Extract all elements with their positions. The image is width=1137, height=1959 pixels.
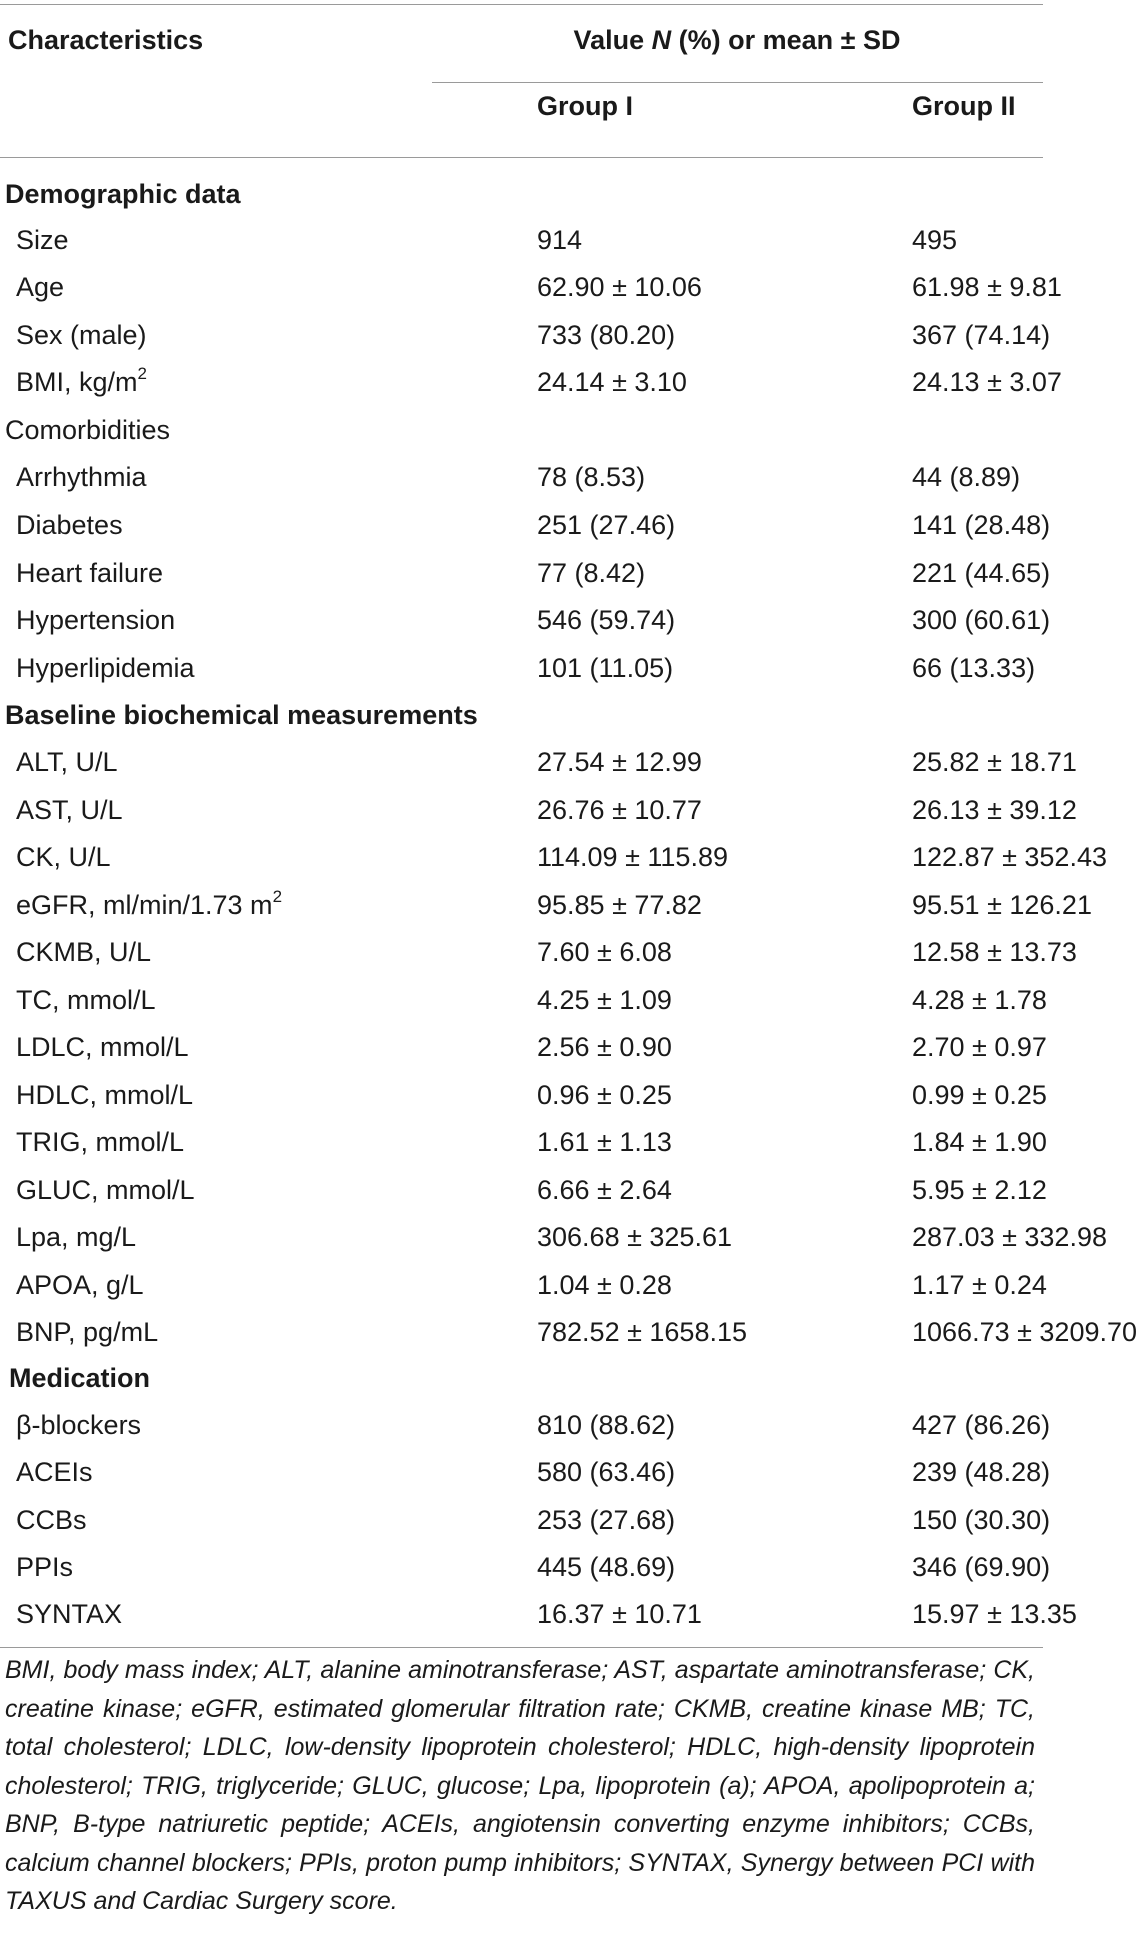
row-label: Size	[16, 225, 69, 255]
row-label: LDLC, mmol/L	[16, 1032, 189, 1062]
row-label: BNP, pg/mL	[16, 1317, 159, 1347]
row-label	[16, 365, 147, 399]
value-header-prefix: Value	[573, 25, 652, 55]
section-baseline: Baseline biochemical measurements	[5, 700, 478, 730]
value-header-suffix: (%) or mean ± SD	[671, 25, 901, 55]
row-label: CKMB, U/L	[16, 937, 152, 967]
row-label: TRIG, mmol/L	[16, 1127, 185, 1157]
row-label: TC, mmol/L	[16, 985, 156, 1015]
row-label: SYNTAX	[16, 1599, 123, 1629]
table-document: Characteristics Value N (%) or mean ± SD Group I Group II Demographic data Size 914 495 Age 62.90 ± 10.06 61.98 ± 9.81 Sex (male) 733 (80.20) 367 (74.14) BMI, $kg/m^2$ 24.14 ± 3.10 24.13 ± 3.07 Comorbidities Arrhythmia 78 (8.53) 44 (8.89) Diabetes 251 (27.46) 141 (28.48) Heart failure 77 (8.42) 221 (44.65) Hypertension 546 (59.74) 300 (60.61) Hyperlipidemia 101 (11.05) 66 (13.33) Baseline biochemical measurements ALT, U/L 27.54 ± 12.99 25.82 ± 18.71 AST, U/L 26.76 ± 10.77 26.13 ± 39.12 CK, U/L 114.09 ± 115.89 122.87 ± 352.43 eGFR, ml/min/1.73 $m^2$ 95.85 ± 77.82 95.51 ± 126.21 CKMB, U/L 7.60 ± 6.08 12.58 ± 13.73 TC, mmol/L 4.25 ± 1.09 4.28 ± 1.78 LDLC, mmol/L 2.56 ± 0.90 2.70 ± 0.97 HDLC, mmol/L 0.96 ± 0.25 0.99 ± 0.25 TRIG, mmol/L 1.61 ± 1.13 1.84 ± 1.90 GLUC, mmol/L 6.66 ± 2.64 5.95 ± 2.12 Lpa, mg/L 306.68 ± 325.61 287.03 ± 332.98 APOA, g/L 1.04 ± 0.28 1.17 ± 0.24 BNP, pg/mL 782.52 ± 1658.15 1066.73 ± 3209.70 Medication β-blockers 810 (88.62) 427 (86.26) ACEIs 580 (63.46) 239 (48.28) CCBs 253 (27.68) 150 (30.30) PPIs 445 (48.69) 346 (69.90) SYNTAX 16.37 ± 10.71 15.97 ± 13.35 BMI, body mass index; ALT, alanine aminotransferase; AST, aspartate aminotransferase; CK, creatine kinase; eGFR, estimated glomerular filtration rate; CKMB, creatine kinase MB; TC, total cholesterol; LDLC, low-density lipoprotein cholesterol; HDLC, high-density lipoprotein cholesterol; TRIG, triglyceride; GLUC, glucose; Lpa, lipoprotein (a); APOA, apolipoprotein a; BNP, B-type natriuretic peptide; ACEIs, angiotensin converting enzyme inhibitors; CCBs, calcium channel blockers; PPIs, proton pump inhibitors; SYNTAX, Synergy between PCI with TAXUS and Cardiac Surgery score.	[0, 0, 1043, 1959]
spanner-rule	[432, 82, 1043, 83]
row-label: Sex (male)	[16, 320, 147, 350]
row-label-text: BMI, kg/m	[16, 367, 138, 397]
row-label: CCBs	[16, 1505, 87, 1535]
row-label: PPIs	[16, 1552, 74, 1582]
section-medication: Medication	[9, 1363, 151, 1393]
row-label: Diabetes	[16, 510, 123, 540]
row-label	[16, 888, 282, 922]
section-demographic: Demographic data	[5, 179, 241, 209]
superscript: 2	[272, 887, 283, 906]
row-label: Lpa, mg/L	[16, 1222, 137, 1252]
bottom-rule	[0, 1647, 1043, 1648]
row-label: Hypertension	[16, 605, 176, 635]
row-label-text: eGFR, ml/min/1.73 m	[16, 890, 273, 920]
row-label: β-blockers	[16, 1410, 142, 1440]
value-header-n: N	[651, 25, 672, 55]
row-label: CK, U/L	[16, 842, 111, 872]
row-label: Arrhythmia	[16, 462, 147, 492]
row-label: APOA, g/L	[16, 1270, 144, 1300]
row-label: Age	[16, 272, 65, 302]
row-label: HDLC, mmol/L	[16, 1080, 194, 1110]
row-label: AST, U/L	[16, 795, 123, 825]
row-label: ACEIs	[16, 1457, 93, 1487]
row-label: Hyperlipidemia	[16, 653, 195, 683]
row-label: GLUC, mmol/L	[16, 1175, 195, 1205]
row-label: Heart failure	[16, 558, 164, 588]
section-comorbidities: Comorbidities	[5, 415, 171, 445]
top-rule	[0, 4, 1043, 5]
characteristics-header: Characteristics	[8, 25, 204, 55]
value-header	[574, 23, 901, 57]
row-label: ALT, U/L	[16, 747, 118, 777]
table-footnote: BMI, body mass index; ALT, alanine aminotransferase; AST, aspartate aminotransferase; CK, creatine kinase; eGFR, estimated glomerular filtration rate; CKMB, creatine kinase MB; TC, total cholesterol; LDLC, low-density lipoprotein cholesterol; HDLC, high-density lipoprotein cholesterol; TRIG, triglyceride; GLUC, glucose; Lpa, lipoprotein (a); APOA, apolipoprotein a; BNP, B-type natriuretic peptide; ACEIs, angiotensin converting enzyme inhibitors; CCBs, calcium channel blockers; PPIs, proton pump inhibitors; SYNTAX, Synergy between PCI with TAXUS and Cardiac Surgery score.	[5, 1656, 1035, 1915]
header-rule	[0, 157, 1043, 158]
superscript: 2	[137, 364, 147, 383]
